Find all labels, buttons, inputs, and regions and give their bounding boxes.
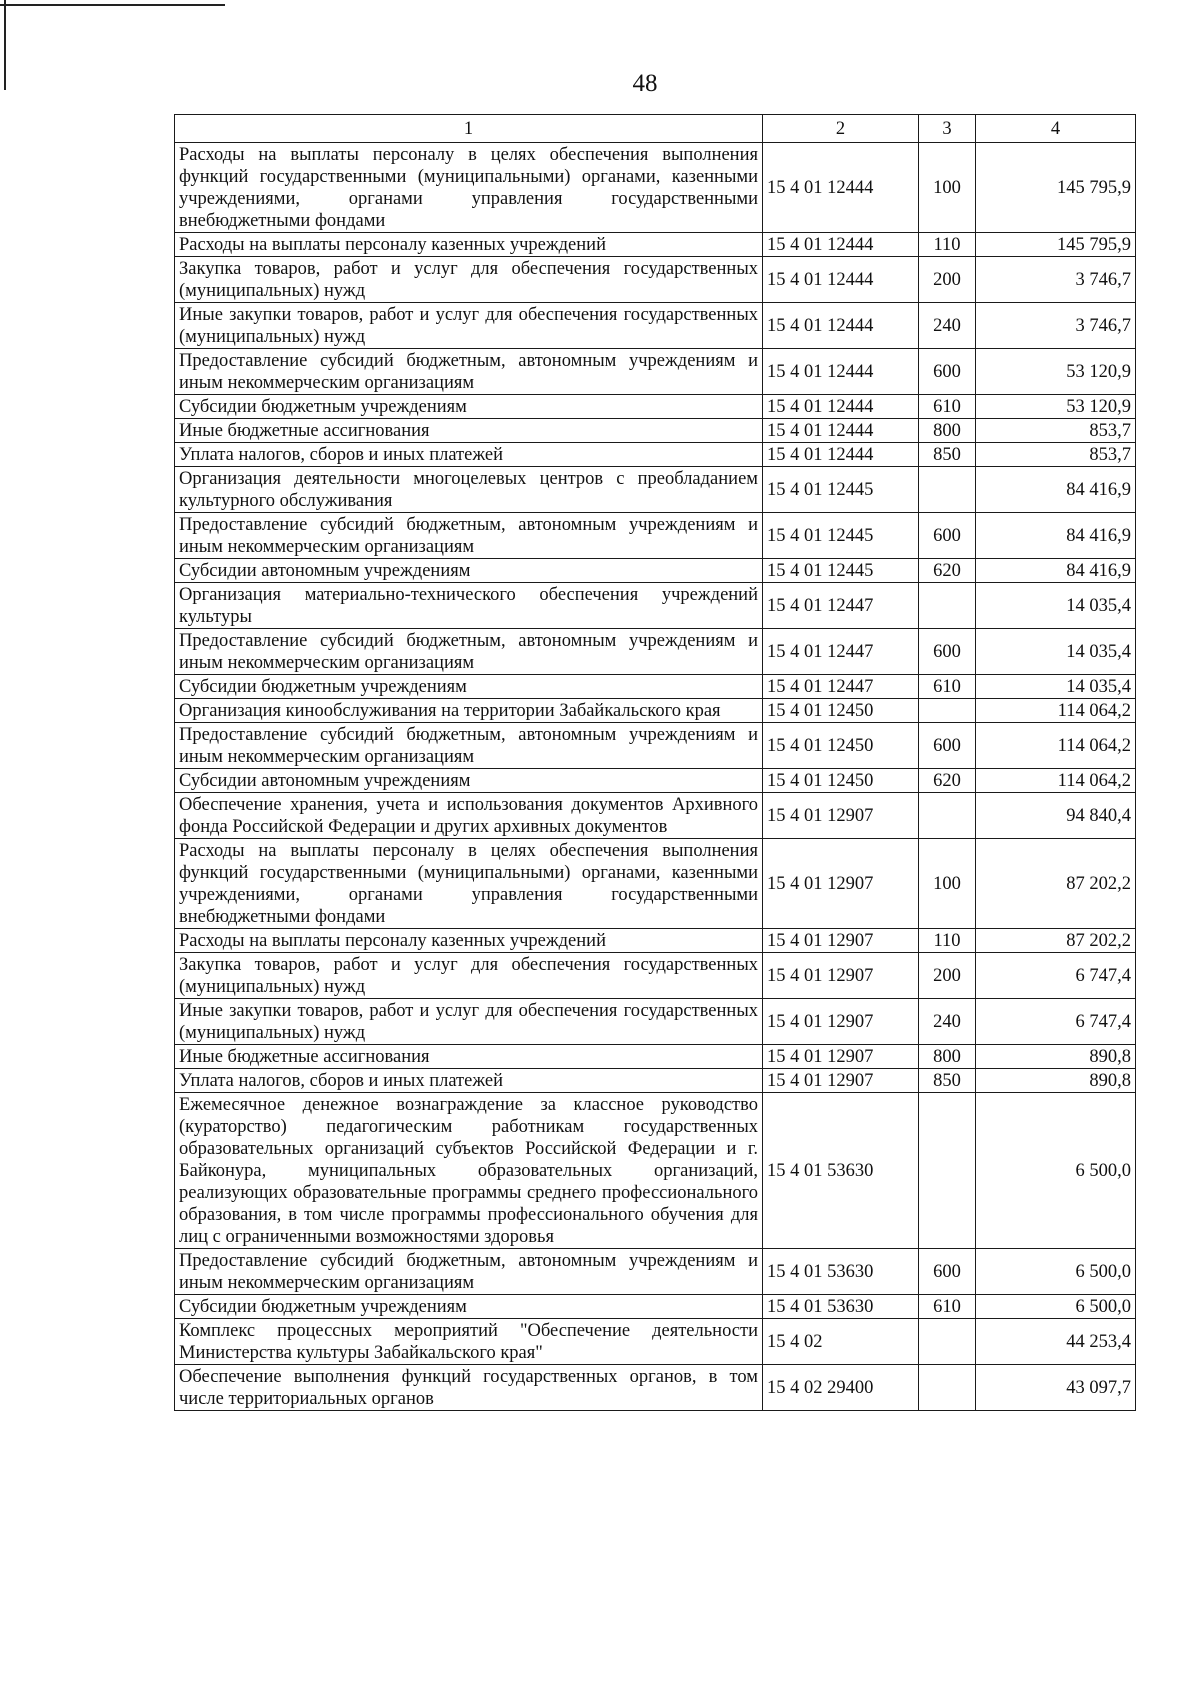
row-amount: 44 253,4 [976,1319,1136,1365]
row-code: 15 4 01 12444 [763,419,919,443]
row-code: 15 4 01 12450 [763,699,919,723]
table-row [175,769,1136,793]
row-name: Закупка товаров, работ и услуг для обеспечения государственных (муниципальных) нужд [175,953,763,999]
table-row [175,675,1136,699]
table-row [175,233,1136,257]
table-row [175,793,1136,839]
row-name: Субсидии бюджетным учреждениям [175,1295,763,1319]
row-amount: 84 416,9 [976,467,1136,513]
column-header: 2 [763,115,919,143]
row-code: 15 4 01 12907 [763,793,919,839]
row-code: 15 4 01 12447 [763,629,919,675]
column-header: 4 [976,115,1136,143]
table-row [175,1295,1136,1319]
row-amount: 87 202,2 [976,839,1136,929]
row-code: 15 4 01 12450 [763,769,919,793]
row-expense-type: 110 [919,233,976,257]
row-name: Уплата налогов, сборов и иных платежей [175,1069,763,1093]
row-amount: 6 747,4 [976,953,1136,999]
row-name: Организация кинообслуживания на территории Забайкальского края [175,699,763,723]
row-amount: 145 795,9 [976,143,1136,233]
budget-table [174,114,1136,1411]
row-name: Субсидии автономным учреждениям [175,769,763,793]
table-row [175,303,1136,349]
row-code: 15 4 01 12907 [763,1045,919,1069]
row-amount: 145 795,9 [976,233,1136,257]
row-name: Ежемесячное денежное вознаграждение за классное руководство (кураторство) педагогическим работникам государственных образовательных организаций субъектов Российской Федерации и г. Байконура, муниципальных образовательных организаций, реализующих образовательные программы среднего профессионального образования, в том числе программы профессионального обучения для лиц с ограниченными возможностями здоровья [175,1093,763,1249]
row-code: 15 4 01 12444 [763,443,919,467]
row-name: Комплекс процессных мероприятий "Обеспечение деятельности Министерства культуры Забайкальского края" [175,1319,763,1365]
row-name: Предоставление субсидий бюджетным, автономным учреждениям и иным некоммерческим организациям [175,513,763,559]
table-row [175,513,1136,559]
row-amount: 6 500,0 [976,1093,1136,1249]
table-row [175,143,1136,233]
row-name: Иные закупки товаров, работ и услуг для обеспечения государственных (муниципальных) нужд [175,999,763,1045]
row-expense-type [919,1319,976,1365]
row-amount: 890,8 [976,1045,1136,1069]
table-row [175,349,1136,395]
row-expense-type: 100 [919,143,976,233]
row-expense-type: 600 [919,1249,976,1295]
row-code: 15 4 01 12907 [763,839,919,929]
row-expense-type: 600 [919,349,976,395]
row-name: Организация деятельности многоцелевых центров с преобладанием культурного обслуживания [175,467,763,513]
row-expense-type [919,467,976,513]
row-code: 15 4 01 12445 [763,559,919,583]
table-row [175,723,1136,769]
row-expense-type: 200 [919,953,976,999]
row-code: 15 4 01 12444 [763,143,919,233]
row-code: 15 4 01 12907 [763,1069,919,1093]
table-row [175,699,1136,723]
row-code: 15 4 01 12907 [763,999,919,1045]
row-name: Предоставление субсидий бюджетным, автономным учреждениям и иным некоммерческим организациям [175,349,763,395]
row-amount: 84 416,9 [976,513,1136,559]
row-name: Обеспечение выполнения функций государственных органов, в том числе территориальных органов [175,1365,763,1411]
table-row [175,1365,1136,1411]
row-amount: 890,8 [976,1069,1136,1093]
row-name: Организация материально-технического обеспечения учреждений культуры [175,583,763,629]
row-name: Уплата налогов, сборов и иных платежей [175,443,763,467]
column-header: 3 [919,115,976,143]
row-name: Предоставление субсидий бюджетным, автономным учреждениям и иным некоммерческим организациям [175,723,763,769]
table-row [175,395,1136,419]
row-amount: 6 500,0 [976,1249,1136,1295]
row-expense-type: 610 [919,675,976,699]
row-code: 15 4 01 12907 [763,953,919,999]
row-expense-type: 600 [919,513,976,559]
row-code: 15 4 01 12450 [763,723,919,769]
table-row [175,953,1136,999]
row-code: 15 4 01 53630 [763,1249,919,1295]
row-amount: 14 035,4 [976,675,1136,699]
row-expense-type [919,1093,976,1249]
table-row [175,1045,1136,1069]
table-row [175,1319,1136,1365]
row-expense-type: 850 [919,443,976,467]
table-row [175,583,1136,629]
row-name: Субсидии автономным учреждениям [175,559,763,583]
header-row [175,115,1136,143]
row-amount: 53 120,9 [976,349,1136,395]
row-amount: 6 500,0 [976,1295,1136,1319]
row-expense-type: 600 [919,723,976,769]
row-amount: 94 840,4 [976,793,1136,839]
row-code: 15 4 02 [763,1319,919,1365]
table-row [175,1069,1136,1093]
row-code: 15 4 01 12444 [763,257,919,303]
row-expense-type: 240 [919,999,976,1045]
row-amount: 87 202,2 [976,929,1136,953]
table-row [175,999,1136,1045]
table-row [175,467,1136,513]
table-row [175,839,1136,929]
row-amount: 3 746,7 [976,257,1136,303]
row-amount: 114 064,2 [976,699,1136,723]
row-name: Обеспечение хранения, учета и использования документов Архивного фонда Российской Федерации и других архивных документов [175,793,763,839]
row-expense-type [919,699,976,723]
row-amount: 853,7 [976,419,1136,443]
row-code: 15 4 01 12445 [763,513,919,559]
row-name: Иные бюджетные ассигнования [175,419,763,443]
row-name: Предоставление субсидий бюджетным, автономным учреждениям и иным некоммерческим организациям [175,629,763,675]
row-name: Иные бюджетные ассигнования [175,1045,763,1069]
row-name: Расходы на выплаты персоналу в целях обеспечения выполнения функций государственными (муниципальными) органами, казенными учреждениями, органами управления государственными внебюджетными фондами [175,143,763,233]
table-row [175,929,1136,953]
table-row [175,629,1136,675]
row-expense-type: 100 [919,839,976,929]
row-name: Предоставление субсидий бюджетным, автономным учреждениям и иным некоммерческим организациям [175,1249,763,1295]
row-name: Расходы на выплаты персоналу в целях обеспечения выполнения функций государственными (муниципальными) органами, казенными учреждениями, органами управления государственными внебюджетными фондами [175,839,763,929]
row-amount: 3 746,7 [976,303,1136,349]
row-amount: 853,7 [976,443,1136,467]
row-amount: 53 120,9 [976,395,1136,419]
row-expense-type: 610 [919,395,976,419]
row-expense-type: 800 [919,419,976,443]
row-name: Расходы на выплаты персоналу казенных учреждений [175,929,763,953]
row-expense-type: 200 [919,257,976,303]
row-expense-type: 610 [919,1295,976,1319]
table-row [175,1093,1136,1249]
row-expense-type [919,1365,976,1411]
scan-edge-mark [0,4,225,6]
row-code: 15 4 01 12445 [763,467,919,513]
row-code: 15 4 01 53630 [763,1093,919,1249]
table-row [175,419,1136,443]
table-row [175,257,1136,303]
row-code: 15 4 01 12444 [763,395,919,419]
row-code: 15 4 01 12444 [763,233,919,257]
row-name: Расходы на выплаты персоналу казенных учреждений [175,233,763,257]
row-amount: 43 097,7 [976,1365,1136,1411]
row-expense-type: 240 [919,303,976,349]
row-expense-type: 110 [919,929,976,953]
table-row [175,1249,1136,1295]
row-amount: 14 035,4 [976,629,1136,675]
row-amount: 114 064,2 [976,769,1136,793]
row-amount: 84 416,9 [976,559,1136,583]
row-code: 15 4 01 53630 [763,1295,919,1319]
row-name: Субсидии бюджетным учреждениям [175,395,763,419]
row-name: Закупка товаров, работ и услуг для обеспечения государственных (муниципальных) нужд [175,257,763,303]
row-expense-type: 600 [919,629,976,675]
row-code: 15 4 01 12444 [763,349,919,395]
row-expense-type: 620 [919,559,976,583]
row-code: 15 4 02 29400 [763,1365,919,1411]
row-expense-type [919,793,976,839]
table-row [175,443,1136,467]
row-name: Иные закупки товаров, работ и услуг для обеспечения государственных (муниципальных) нужд [175,303,763,349]
row-name: Субсидии бюджетным учреждениям [175,675,763,699]
row-amount: 114 064,2 [976,723,1136,769]
row-expense-type: 850 [919,1069,976,1093]
row-code: 15 4 01 12447 [763,675,919,699]
row-amount: 6 747,4 [976,999,1136,1045]
table-row [175,559,1136,583]
row-code: 15 4 01 12447 [763,583,919,629]
row-expense-type: 620 [919,769,976,793]
row-expense-type: 800 [919,1045,976,1069]
page-number: 48 [632,70,658,97]
row-expense-type [919,583,976,629]
row-code: 15 4 01 12444 [763,303,919,349]
row-amount: 14 035,4 [976,583,1136,629]
column-header: 1 [175,115,763,143]
row-code: 15 4 01 12907 [763,929,919,953]
